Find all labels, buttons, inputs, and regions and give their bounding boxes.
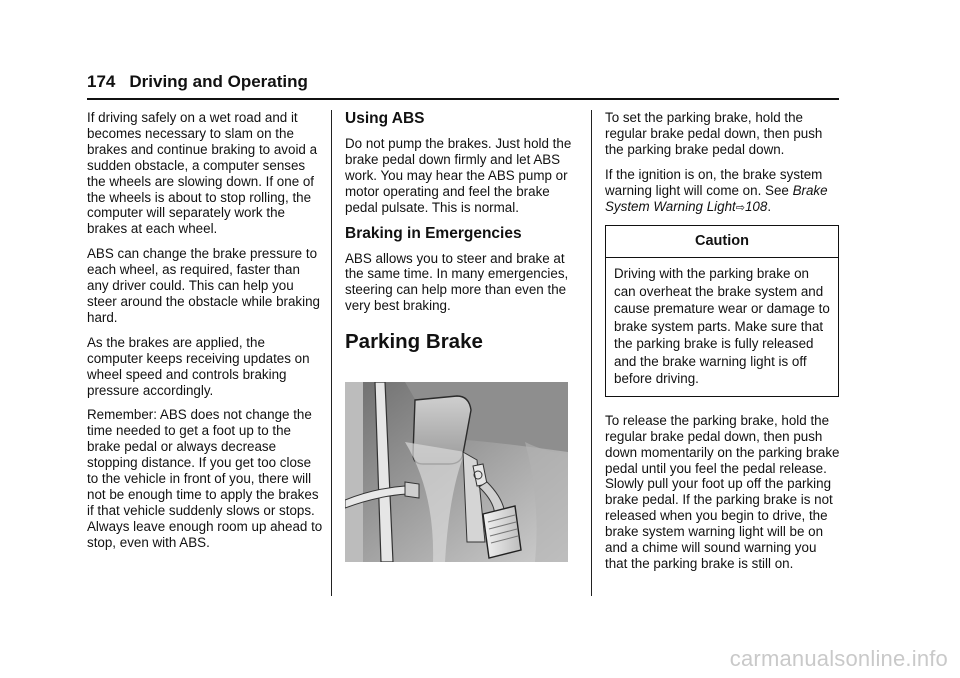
paragraph-suffix: . [767, 198, 772, 214]
parking-brake-pedal-illustration [345, 382, 568, 562]
page-section-title: Driving and Operating [129, 72, 308, 91]
page-reference-arrow-icon: ⇨ [735, 201, 745, 214]
paragraph: ABS can change the brake pressure to each wheel, as required, faster than any driver could. This can help you steer around the obstacle while braking hard. [87, 246, 320, 325]
paragraph: If driving safely on a wet road and it becomes necessary to slam on the brakes and continue braking to avoid a sudden obstacle, a computer senses the wheels are slowing down. If one of the wheels is about to stop rolling, the computer will separately work the brakes at each wheel. [87, 110, 318, 237]
section-title-parking-brake: Parking Brake [345, 330, 483, 354]
page-number: 174 [87, 72, 116, 91]
header-rule [87, 98, 839, 100]
paragraph: To set the parking brake, hold the regular brake pedal down, then push the parking brake pedal down. [605, 110, 823, 157]
paragraph-text: If the ignition is on, the brake system warning light will come on. See [605, 166, 823, 198]
column-middle [345, 110, 580, 566]
paragraph: ABS allows you to steer and brake at the same time. In many emergencies, steering can help more than even the very best braking. [345, 250, 569, 314]
cross-reference-page[interactable]: 108 [744, 198, 768, 214]
caution-box [605, 225, 839, 396]
caution-title: Caution [606, 226, 838, 258]
heading-braking-emergencies: Braking in Emergencies [345, 224, 522, 242]
column-divider-1 [331, 110, 332, 596]
column-left [87, 110, 323, 560]
heading-using-abs: Using ABS [345, 110, 425, 127]
paragraph: Do not pump the brakes. Just hold the brake pedal down firmly and let ABS work. You may hear the ABS pump or motor operating and feel the brake pedal pulsate. This is normal. [345, 136, 572, 215]
column-right [605, 110, 841, 581]
caution-body: Driving with the parking brake on can overheat the brake system and cause premature wear or damage to brake system parts. Make sure that the parking brake is fully released and the brake warning light is off before driving. [614, 266, 830, 387]
paragraph: As the brakes are applied, the computer keeps receiving updates on wheel speed and controls braking pressure accordingly. [87, 334, 310, 398]
page-header [87, 72, 308, 92]
watermark: carmanualsonline.info [729, 646, 948, 671]
paragraph: To release the parking brake, hold the regular brake pedal down, then push down momentarily on the parking brake pedal until you feel the pedal release. Slowly pull your foot up off the parking brake pedal. If the parking brake is not released when you begin to drive, the brake system warning light will be on and a chime will sound warning you that the parking brake is still on. [605, 412, 840, 571]
column-divider-2 [591, 110, 592, 596]
paragraph: Remember: ABS does not change the time needed to get a foot up to the brake pedal or always decrease stopping distance. If you get too close to the vehicle in front of you, there will not be enough time to apply the brakes if that vehicle suddenly slows or stops. Always leave enough room up ahead to stop, even with ABS. [87, 407, 323, 550]
cross-reference-link[interactable]: Brake System Warning Light [605, 182, 828, 214]
paragraph-warning-light [605, 167, 841, 217]
